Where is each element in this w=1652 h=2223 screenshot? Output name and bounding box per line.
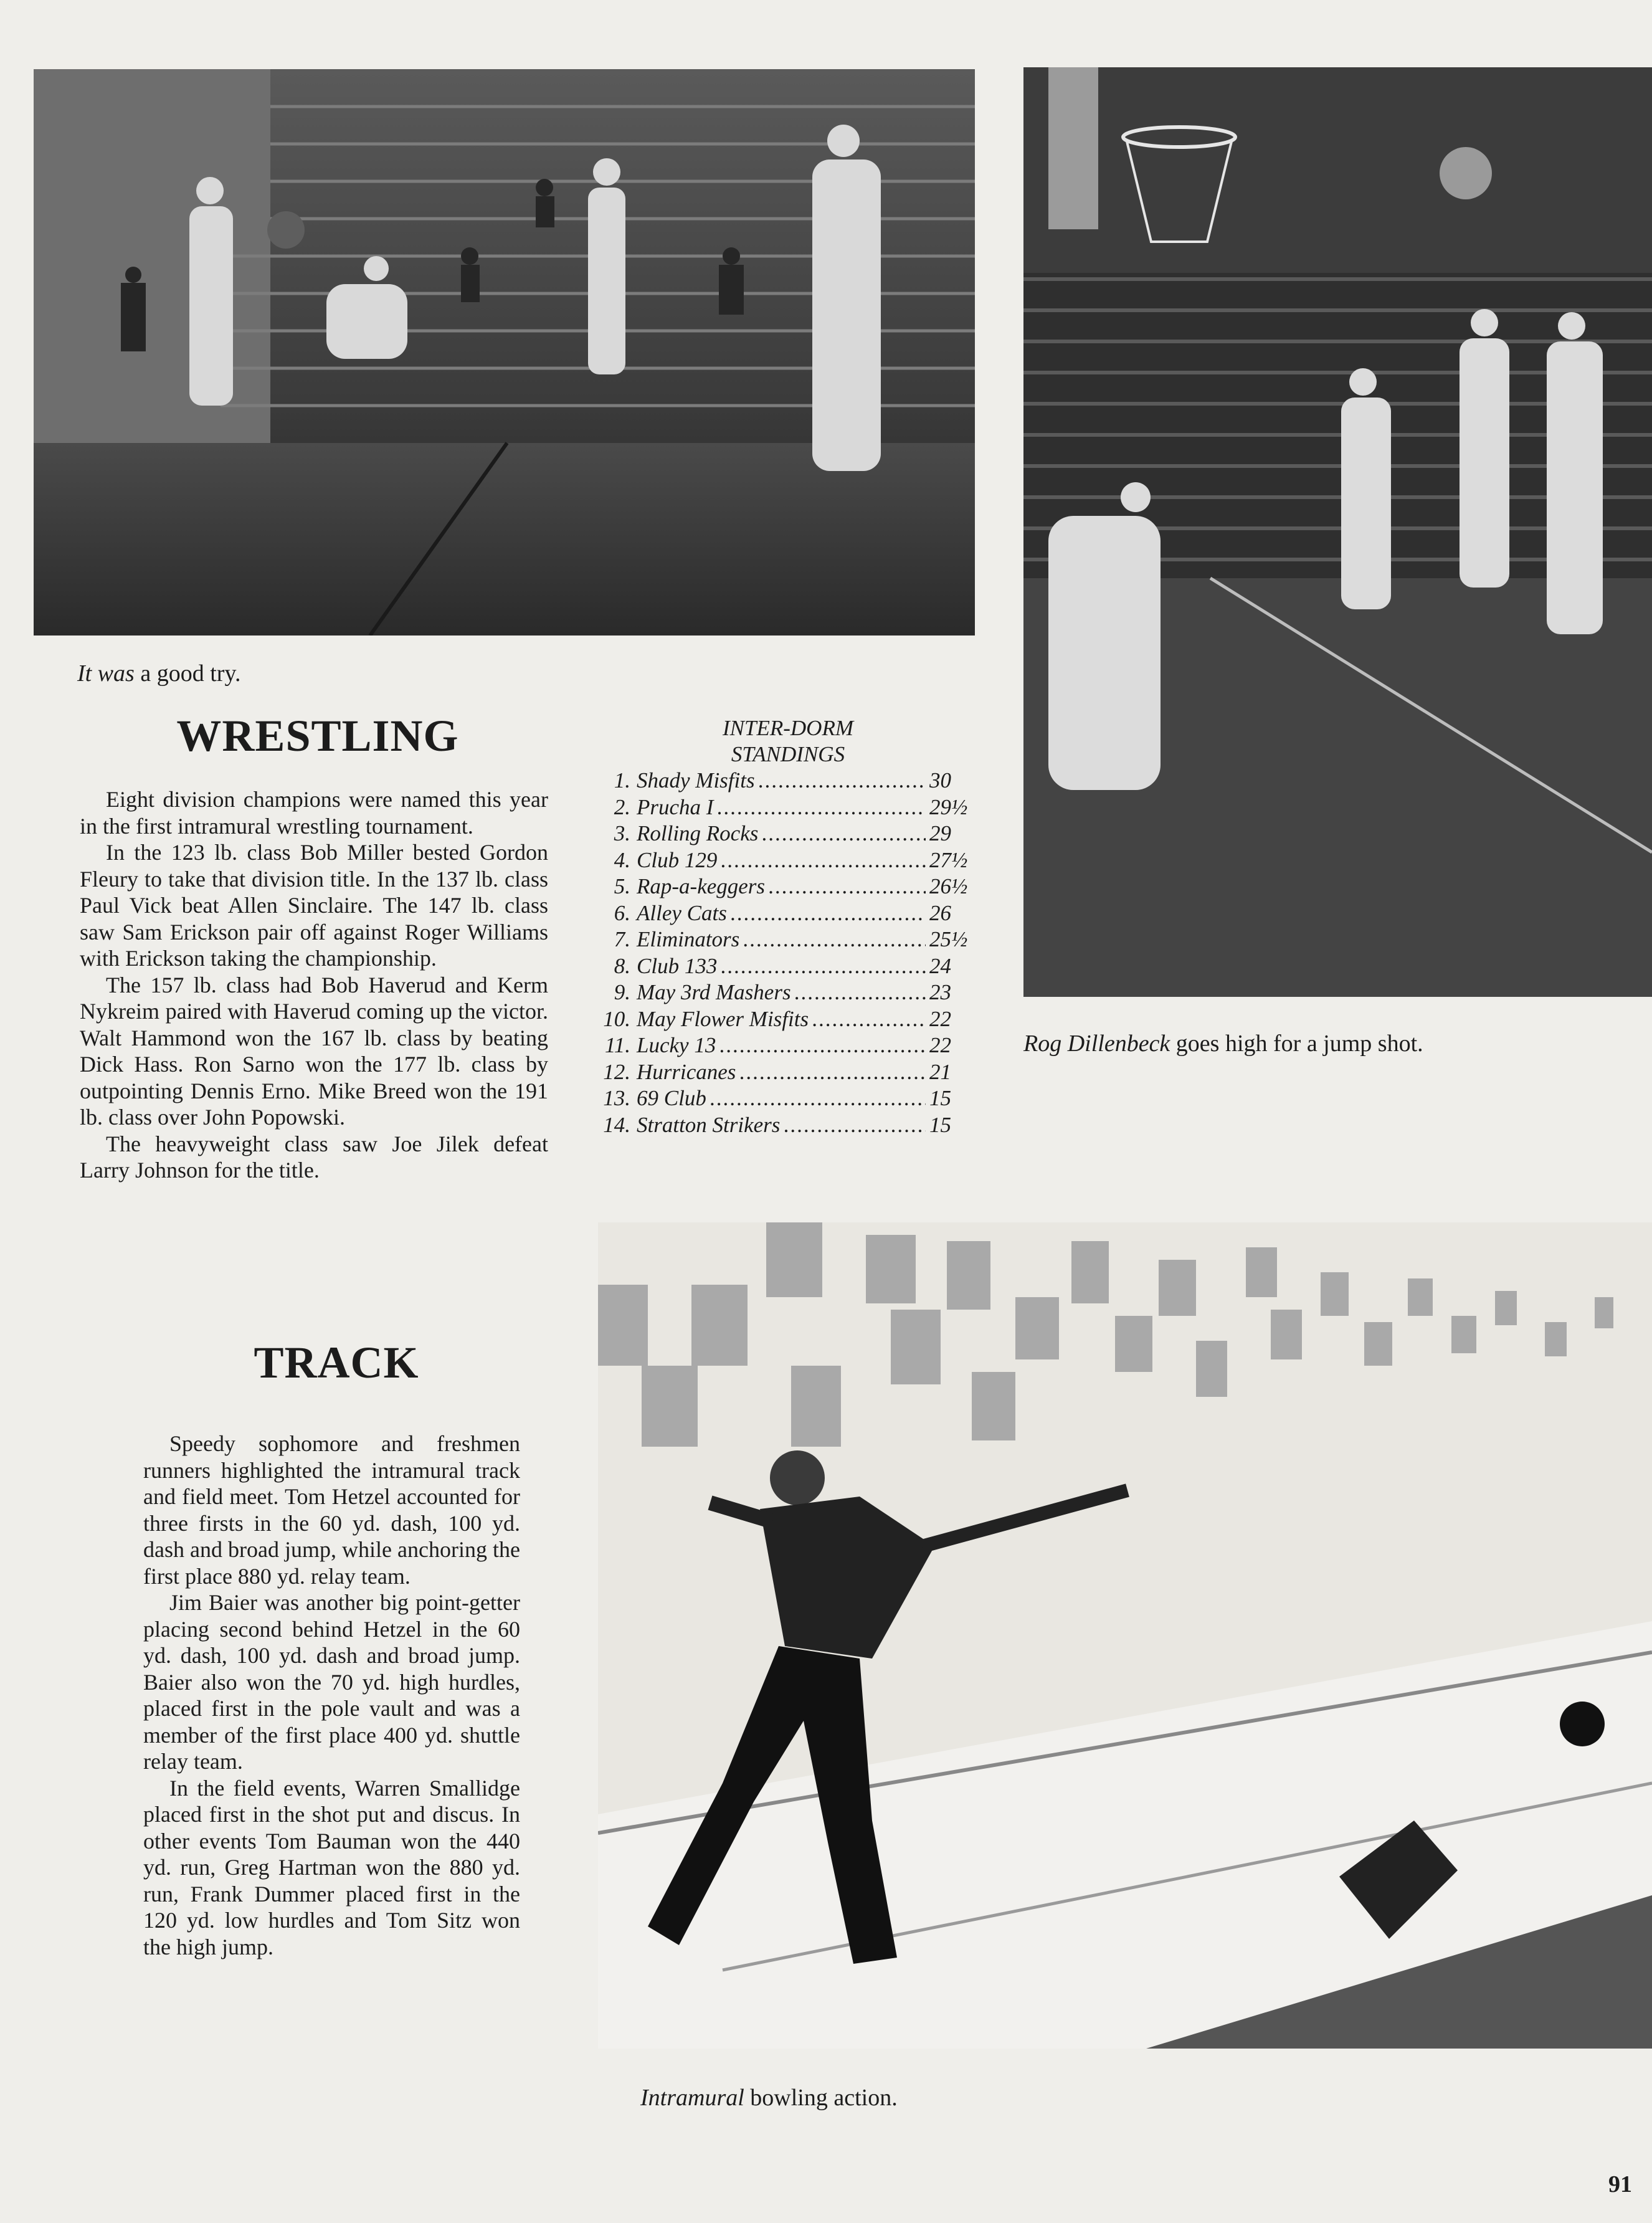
standings-points: 15 [929, 1086, 951, 1110]
caption-basketball-right [1023, 1029, 1423, 1058]
inter-dorm-standings [598, 715, 978, 1138]
wrestling-paragraph-4: The heavyweight class saw Joe Jilek defeat Larry Johnson for the title. [80, 1131, 548, 1183]
caption-text: a good try. [140, 660, 241, 687]
standings-rank: 8. [614, 953, 630, 978]
standings-rank: 12. [603, 1059, 630, 1084]
standings-team: Club 129 [637, 847, 718, 872]
dot-leader [717, 794, 926, 821]
track-heading: TRACK [254, 1338, 419, 1388]
standings-title-line-1: INTER-DORM [723, 716, 853, 740]
standings-points: 26½ [929, 874, 968, 898]
dot-leader [719, 1032, 926, 1059]
standings-points: 15 [929, 1112, 951, 1137]
standings-team: Eliminators [637, 927, 740, 951]
standings-team: May Flower Misfits [637, 1006, 809, 1031]
standings-row [598, 1059, 978, 1086]
standings-rank: 1. [614, 768, 630, 793]
standings-team: Rolling Rocks [637, 821, 759, 845]
wrestling-paragraph-1: Eight division champions were named this year in the first intramural wrestling tournament. [80, 787, 548, 839]
standings-points: 26 [929, 900, 951, 925]
dot-leader [721, 953, 926, 980]
standings-row [598, 926, 978, 953]
standings-team: Rap-a-keggers [637, 874, 766, 898]
standings-team: 69 Club [637, 1086, 706, 1110]
standings-rank: 7. [614, 927, 630, 951]
standings-points: 22 [929, 1033, 951, 1057]
standings-team: Shady Misfits [637, 768, 755, 793]
standings-team: Club 133 [637, 953, 718, 978]
dot-leader [710, 1085, 926, 1112]
wrestling-paragraph-3: The 157 lb. class had Bob Haverud and Kerm Nykreim paired with Haverud coming up the victor. Walt Hammond won the 167 lb. class by beating Dick Hass. Ron Sarno won the 177 lb. class by outpointing Dennis Erno. Mike Breed won the 191 lb. class over John Popowski. [80, 972, 548, 1130]
standings-row [598, 768, 978, 794]
page-number: 91 [1608, 2171, 1632, 2197]
standings-team: Alley Cats [637, 900, 727, 925]
track-article [143, 1430, 520, 1960]
dot-leader [731, 900, 926, 927]
standings-points: 22 [929, 1006, 951, 1031]
standings-row [598, 794, 978, 821]
standings-points: 29½ [929, 794, 968, 819]
wrestling-article [80, 786, 548, 1184]
track-paragraph-2: Jim Baier was another big point-getter placing second behind Hetzel in the 60 yd. dash, 100 yd. dash and broad jump. Baier also won the 70 yd. high hurdles, placed first in the pole vault and was a member of the first place 400 yd. shuttle relay team. [143, 1590, 520, 1774]
standings-title-line-2: STANDINGS [731, 742, 845, 766]
dot-leader [812, 1006, 926, 1033]
standings-row [598, 873, 978, 900]
standings-row [598, 1032, 978, 1059]
caption-italic: Intramural [640, 2085, 744, 2111]
track-paragraph-3: In the field events, Warren Smallidge placed first in the shot put and discus. In other events Tom Bauman won the 440 yd. run, Greg Hartman won the 880 yd. run, Frank Dummer placed first in the 120 yd. low hurdles and Tom Sitz won the high jump. [143, 1775, 520, 1959]
standings-points: 21 [929, 1059, 951, 1084]
standings-team: Hurricanes [637, 1059, 736, 1084]
standings-rank: 2. [614, 794, 630, 819]
standings-rank: 10. [603, 1006, 630, 1031]
standings-rank: 14. [603, 1112, 630, 1137]
caption-basketball-top-left [77, 659, 240, 688]
standings-team: Prucha I [637, 794, 714, 819]
dot-leader [759, 768, 926, 794]
bowling-photo [598, 1222, 1652, 2049]
standings-rank: 6. [614, 900, 630, 925]
standings-row [598, 847, 978, 874]
standings-team: May 3rd Mashers [637, 980, 791, 1004]
dot-leader [739, 1059, 926, 1086]
basketball-photo-top-left [34, 69, 975, 635]
standings-points: 24 [929, 953, 951, 978]
caption-italic: It was [77, 660, 135, 687]
caption-bowling [640, 2083, 898, 2112]
standings-rank: 5. [614, 874, 630, 898]
standings-rank: 3. [614, 821, 630, 845]
dot-leader [721, 847, 926, 874]
wrestling-paragraph-2: In the 123 lb. class Bob Miller bested Gordon Fleury to take that division title. In the 137 lb. class Paul Vick beat Allen Sinclaire. The 147 lb. class saw Sam Erickson pair off against Roger Williams with Erickson taking the championship. [80, 840, 548, 971]
caption-italic: Rog Dillenbeck [1023, 1031, 1170, 1057]
standings-row [598, 1112, 978, 1139]
standings-row [598, 1006, 978, 1033]
dot-leader [784, 1112, 926, 1139]
standings-row [598, 953, 978, 980]
standings-row [598, 900, 978, 927]
standings-points: 25½ [929, 927, 968, 951]
standings-rank: 4. [614, 847, 630, 872]
standings-row [598, 979, 978, 1006]
dot-leader [762, 821, 926, 847]
standings-points: 23 [929, 980, 951, 1004]
dot-leader [795, 979, 926, 1006]
standings-points: 30 [929, 768, 951, 793]
track-paragraph-1: Speedy sophomore and freshmen runners highlighted the intramural track and field meet. Tom Hetzel accounted for three firsts in the 60 yd. dash, 100 yd. dash and broad jump, while anchoring the first place 880 yd. relay team. [143, 1431, 520, 1589]
standings-rank: 11. [604, 1033, 630, 1057]
standings-team: Stratton Strikers [637, 1112, 781, 1137]
standings-row [598, 1085, 978, 1112]
standings-rank: 13. [603, 1086, 630, 1110]
dot-leader [743, 926, 926, 953]
wrestling-heading: WRESTLING [176, 711, 459, 761]
basketball-photo-right [1023, 67, 1652, 997]
standings-team: Lucky 13 [637, 1033, 716, 1057]
standings-rank: 9. [614, 980, 630, 1004]
standings-points: 27½ [929, 847, 968, 872]
dot-leader [769, 873, 926, 900]
standings-list [598, 768, 978, 1138]
standings-points: 29 [929, 821, 951, 845]
caption-text: bowling action. [750, 2085, 898, 2111]
standings-row [598, 821, 978, 847]
caption-text: goes high for a jump shot. [1175, 1031, 1423, 1057]
